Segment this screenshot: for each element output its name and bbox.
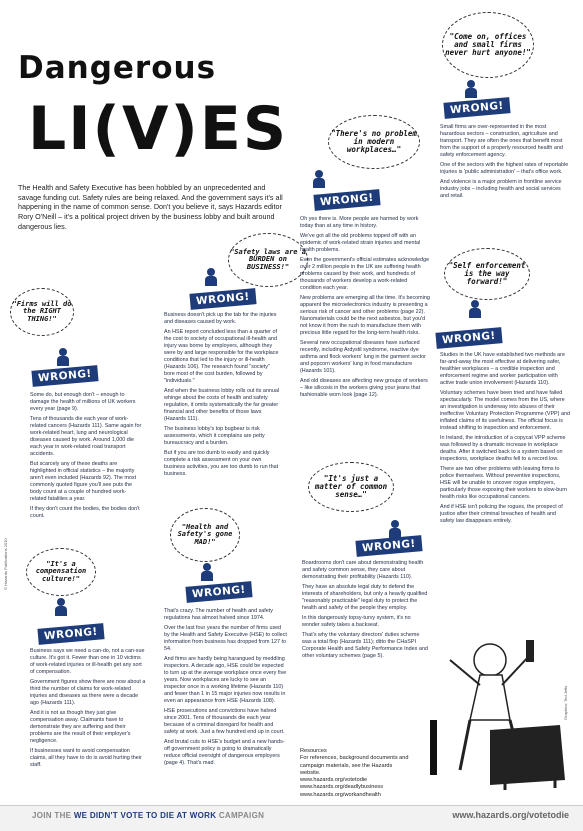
title-line-2: LI(V)ES <box>28 94 289 164</box>
column-self-enforcement: Studies in the UK have established two methods are far-and-away the most effective at delivering safer, healthier workplaces – a credible inspection and enforcement regime and worker participation with active trade union involvement (Hazards 110). Voluntary schemes have been tried and have failed spectacularly. The model comes from the US, where an investigation is underway into abuses of their ineffective Voluntary Protection Programme (VPP) and inflated claims of its usefulness. The official focus is instead shifting to inspection and enforcement. In Ireland, the introduction of a copycat VPP scheme was followed by a dramatic increase in workplace deaths. After it switched back to a system based on inspections, workplace deaths fell to a record low. There are two other problems with leaving firms to police themselves. Without preventive inspections, HSE will be unable to uncover rogue employers, particularly those exposing their workers to slow-burn health risks like occupational cancers. And if HSE isn't policing the rogues, the prospect of justice after their criminal breaches of health and safety law disappears entirely. <box>440 352 570 525</box>
quote-bubble-offices: "Come on, offices and small firms never hurt anyone!" <box>442 12 534 78</box>
campaign-text: JOIN THE WE DIDN'T VOTE TO DIE AT WORK CAMPAIGN <box>32 811 265 820</box>
quote-bubble-compensation: "It's a compensation culture!" <box>26 548 96 596</box>
resources-heading: Resources <box>300 748 327 754</box>
copyright-text: © Hazards Publications 2010 <box>3 538 8 590</box>
column-small-firms: Small firms are over-represented in the most hazardous sectors – construction, agriculture and transport. They are often the ones that benefit most from the support of a properly resourced health and safety enforcement agency. One of the sectors with the highest rates of reportable injuries is 'public administration' – that's office work. And violence is a major problem in frontline service industry jobs – including health and social services and retail. <box>440 124 569 200</box>
resources-link[interactable]: www.hazards.org/deadlybusiness <box>300 784 384 791</box>
businessman-illustration <box>430 620 570 795</box>
protester-figure-icon <box>388 520 402 538</box>
protester-figure-icon <box>464 80 478 98</box>
graphics-credit: Graphics: Ted Jeffs <box>563 685 568 720</box>
wrong-stamp: WRONG! <box>37 623 104 645</box>
quote-bubble-firms: "Firms will do the RIGHT THING!" <box>10 288 74 336</box>
quote-bubble-self-enforcement: "Self enforcement is the way forward!" <box>444 248 530 300</box>
column-gone-mad: That's crazy. The number of health and safety regulations has almost halved since 1974. Over the last four years the number of firms used by the Health and Safety Executive (HSE) to collect information from business has dropped from 127 to 54. And firms are hardly being harangued by meddling inspectors. A decade ago, HSE could be expected to turn up at the average workplace once every five years. Now workplaces are lucky to see an inspector once in a working lifetime (Hazards 110) and fewer than 1 in 15 major injuries now results in even an appearance from HSE (Hazards 108). HSE prosecutions and convictions have halved since 2001. Tens of thousands die each year because of a criminal disregard for health and safety at work. Just a few hundred end up in court. And brutal cuts to HSE's budget and a new hands-off government policy is going to dramatically reduce official oversight of dangerous employers (page 4). That's mad. <box>164 608 287 767</box>
column-burden-on-business: Business doesn't pick up the tab for the injuries and diseases caused by work. An HSE report concluded less than a quarter of the cost to society of occupational ill-health and injury was borne by employers, although they were by and large responsible for the workplace conditions that led to the injury or ill-health (Hazards 106). The research found "society" bore most of the cost burden, followed by "individuals." And when the business lobby rolls out its annual whinge about the costs of health and safety regulation, it omits systematically the far greater financial and other benefits of those laws (Hazards 111). The business lobby's top bugbear is risk assessments, which it complains are petty bureaucracy and a burden. But if you are too dumb to easily and quickly complete a risk assessment on your own business activities, you are too dumb to run that business. <box>164 312 280 478</box>
title-line-1: Dangerous <box>18 50 217 86</box>
protester-figure-icon <box>468 300 482 318</box>
resources-link[interactable]: www.hazards.org/votetodie <box>300 777 368 784</box>
protester-figure-icon <box>204 268 218 286</box>
wrong-stamp: WRONG! <box>31 365 98 387</box>
quote-bubble-gone-mad: "Health and Safety's gone MAD!" <box>170 508 240 562</box>
protester-figure-icon <box>200 563 214 581</box>
column-compensation: Business says we need a can-do, not a can-sue culture. It's got it. Fewer than one in 10 victims of work-related injuries or ill-health get any sort of compensation. Government figures show there are now about a third the number of claims for work-related injuries and diseases as there were a decade ago (Hazards 111). And it is not as though they just give compensation away. Claimants have to demonstrate they are suffering and their problems are the result of their employer's negligence. If businesses want to avoid compensation claims, all they have to do is avoid hurting their staff. <box>30 648 146 769</box>
column-common-sense: Boardrooms don't care about demonstrating health and safety common sense, they care about demonstrating their profitability (Hazards 110). They have an absolute legal duty to defend the interests of shareholders, but only a heavily qualified "reasonably practicable" legal duty to protect the health and safety of the people they employ. In this dangerously topsy-turvy system, it's no wonder safety takes a backseat. That's why the voluntary directors' duties scheme was a total flop (Hazards 111); ditto the CHaSPI Corporate Health and Safety Performance Index and other voluntary schemes (page 5). <box>302 560 428 660</box>
protester-figure-icon <box>54 598 68 616</box>
resources-link[interactable]: www.hazards.org/workandhealth <box>300 791 381 798</box>
wrong-stamp: WRONG! <box>435 327 502 349</box>
resources-text: For references, background documents and campaign materials, see the Hazards website. <box>300 755 409 776</box>
quote-bubble-common-sense: "It's just a matter of common sense…" <box>308 462 394 512</box>
wrong-stamp: WRONG! <box>443 97 510 119</box>
wrong-stamp: WRONG! <box>185 581 252 603</box>
wrong-stamp: WRONG! <box>313 189 380 211</box>
protester-figure-icon <box>56 348 70 366</box>
intro-paragraph: The Health and Safety Executive has been hobbled by an unprecedented and savage funding cut. Safety rules are being relaxed. And the government says it's all happening in the name of common sense. Don't you believe it, says Hazards editor Rory O'Neill – it's a political project driven by the business lobby and built around dangerous lies. <box>18 183 283 231</box>
quote-bubble-safety-laws: "Safety laws are a BURDEN on BUSINESS!" <box>228 233 308 287</box>
wrong-stamp: WRONG! <box>189 288 256 310</box>
wrong-stamp: WRONG! <box>355 535 422 557</box>
column-firms-right-thing: Some do, but enough don't – enough to damage the health of millions of UK workers every year (page 9). Tens of thousands die each year of work-related cancers (Hazards 111). Same again for work-related heart, lung and neurological diseases caused by work. Around 1,000 die each year in work-related road transport accidents. But scarcely any of these deaths are highlighted in official statistics – the majority aren't even included (Hazards 92). The most commonly quoted figure you'll see puts the body count at a couple of hundred work-related fatalities a year. If they don't count the bodies, the bodies don't count. <box>30 392 142 520</box>
protester-figure-icon <box>312 170 326 188</box>
footer-website-link[interactable]: www.hazards.org/votetodie <box>452 810 569 820</box>
column-modern-workplaces: Oh yes there is. More people are harmed by work today than at any time in history. We've got all the old problems topped off with an epidemic of work-related strain injuries and mental health problems. Even the government's official estimates acknowledge over 2 million people in the UK are suffering health problems caused by their work, and hundreds of thousands of workers develop a work-related condition each year. New problems are emerging all the time. It's becoming apparent the microelectronics industry is presenting a serious risk of cancer and other problems (page 22). Nanomaterials could be the next asbestos, but you'd not know it from the rush to manufacture them with precious little regard for the long-term health risks. Several new occupational diseases have surfaced recently, including Ardystil syndrome, reactive dye asthma and flock workers' lung in the garment sector and popcorn workers' lung in food manufacture (Hazards 101). And old diseases are affecting new groups of workers – like silicosis in the workers giving your jeans that fashionable worn look (page 12). <box>300 216 430 399</box>
quote-bubble-no-problem: "There's no problem in modern workplaces…" <box>328 115 420 169</box>
resources-box <box>300 748 410 799</box>
